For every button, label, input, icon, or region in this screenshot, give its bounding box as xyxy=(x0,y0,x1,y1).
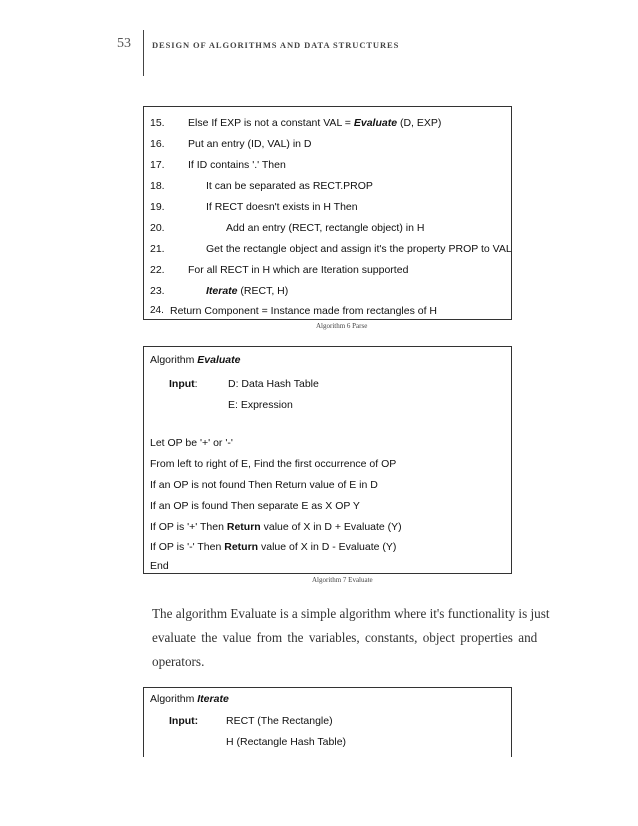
algorithm-line: Put an entry (ID, VAL) in D xyxy=(188,138,312,150)
algorithm-name: Iterate xyxy=(197,693,229,705)
algorithm-line: Else If EXP is not a constant VAL = Evaluate (D, EXP) xyxy=(188,117,442,129)
page-number: 53 xyxy=(117,36,131,51)
algorithm-line: If RECT doesn't exists in H Then xyxy=(206,201,358,213)
paragraph-line: The algorithm Evaluate is a simple algorithm where it's functionality is just xyxy=(152,606,550,621)
line-number: 22. xyxy=(150,264,165,276)
line-number: 23. xyxy=(150,285,165,297)
algorithm-heading: Algorithm Evaluate xyxy=(150,354,241,366)
line-number: 15. xyxy=(150,117,165,129)
line-number: 18. xyxy=(150,180,165,192)
paragraph-line: evaluate the value from the variables, constants, object properties and xyxy=(152,630,538,645)
iterate-keyword: Iterate xyxy=(206,285,238,297)
algorithm-heading: Algorithm Iterate xyxy=(150,693,229,705)
line-number: 20. xyxy=(150,222,165,234)
line-number: 19. xyxy=(150,201,165,213)
iterate-algorithm-box xyxy=(143,687,512,757)
algorithm-line: If OP is '+' Then Return value of X in D + Evaluate (Y) xyxy=(150,521,402,533)
header-divider xyxy=(143,30,144,76)
algorithm-line: Add an entry (RECT, rectangle object) in H xyxy=(226,222,425,234)
algorithm-line: If OP is '-' Then Return value of X in D - Evaluate (Y) xyxy=(150,541,397,553)
algorithm-line: Iterate (RECT, H) xyxy=(206,285,289,297)
algorithm-line: If an OP is not found Then Return value of E in D xyxy=(150,479,378,491)
evaluate-algorithm-box xyxy=(143,346,512,574)
paragraph-line: operators. xyxy=(152,654,205,669)
line-number: 17. xyxy=(150,159,165,171)
algorithm-line: End xyxy=(150,560,169,572)
body-paragraph xyxy=(152,602,550,674)
input-item: RECT (The Rectangle) xyxy=(226,715,333,727)
line-number: 24. xyxy=(150,305,164,316)
return-keyword: Return xyxy=(224,541,259,553)
algorithm-line: Return Component = Instance made from rectangles of H xyxy=(170,305,438,317)
evaluate-caption: Algorithm 7 Evaluate xyxy=(312,576,373,584)
line-number: 21. xyxy=(150,243,165,255)
input-item: E: Expression xyxy=(228,399,293,411)
algorithm-line: If an OP is found Then separate E as X OP Y xyxy=(150,500,360,512)
line-number: 16. xyxy=(150,138,165,150)
return-keyword: Return xyxy=(226,521,261,533)
algorithm-line: For all RECT in H which are Iteration supported xyxy=(188,264,409,276)
running-title: DESIGN OF ALGORITHMS AND DATA STRUCTURES xyxy=(152,40,400,50)
parse-algorithm-box xyxy=(143,106,512,320)
algorithm-line: Let OP be '+' or '-' xyxy=(150,437,233,449)
algorithm-line: Get the rectangle object and assign it's the property PROP to VAL xyxy=(206,243,512,255)
algorithm-name: Evaluate xyxy=(197,354,241,366)
input-item: H (Rectangle Hash Table) xyxy=(226,736,347,748)
algorithm-line: If ID contains '.' Then xyxy=(188,159,286,171)
parse-caption: Algorithm 6 Parse xyxy=(316,322,368,330)
evaluate-keyword: Evaluate xyxy=(353,117,398,129)
input-label: Input: xyxy=(169,715,199,727)
input-item: D: Data Hash Table xyxy=(228,378,319,390)
algorithm-line: It can be separated as RECT.PROP xyxy=(206,180,373,192)
algorithm-line: From left to right of E, Find the first occurrence of OP xyxy=(150,458,397,470)
input-label: Input: xyxy=(169,378,198,390)
